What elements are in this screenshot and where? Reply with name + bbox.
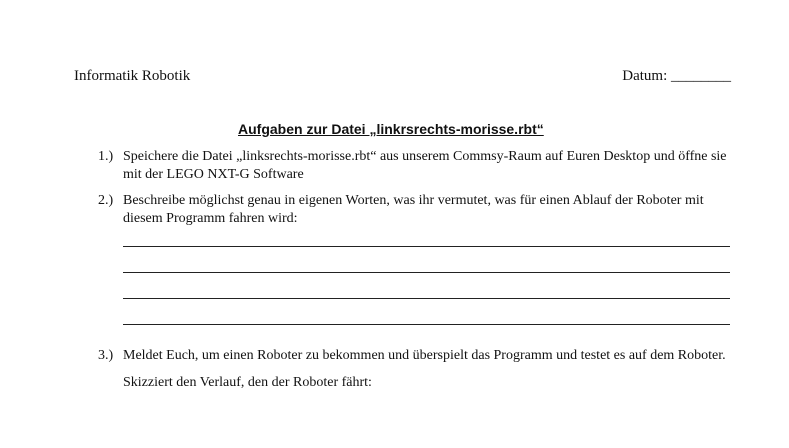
subject-label: Informatik Robotik	[74, 68, 191, 84]
task-text: Beschreibe möglichst genau in eigenen Worten, was ihr vermutet, was für einen Ablauf der Roboter mit diesem Programm fahren wird:	[123, 193, 704, 226]
answer-line	[123, 272, 730, 273]
date-field-label: Datum: ________	[622, 68, 731, 84]
task-item-3	[98, 342, 738, 402]
task-number: 2.)	[98, 193, 114, 208]
worksheet-title: Aufgaben zur Datei „linkrsrechts-morisse.rbt“	[238, 121, 544, 137]
task-text: Speichere die Datei „linksrechts-morisse.rbt“ aus unserem Commsy-Raum auf Euren Desktop und öffne sie mit der LEGO NXT-G Software	[123, 149, 727, 182]
task-text: Meldet Euch, um einen Roboter zu bekommen und überspielt das Programm und testet es auf dem Roboter. Skizziert den Verlauf, den der Roboter fährt:	[123, 348, 726, 390]
answer-line	[123, 298, 730, 299]
task-item-2	[98, 192, 738, 332]
answer-line	[123, 324, 730, 325]
answer-line	[123, 246, 730, 247]
task-item-1	[98, 148, 738, 188]
task-number: 1.)	[98, 149, 114, 164]
task-number: 3.)	[98, 348, 114, 363]
